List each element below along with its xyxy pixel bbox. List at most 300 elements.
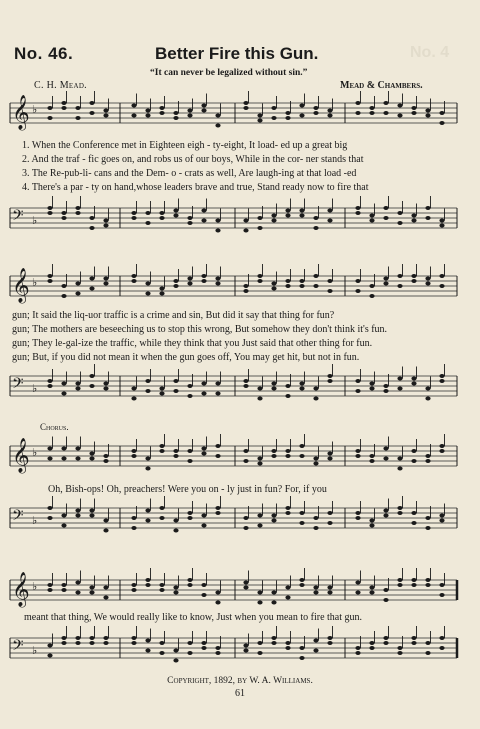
note-head [369, 294, 374, 298]
note-head [215, 646, 220, 650]
treble-clef-icon: 𝄞 [12, 438, 30, 473]
note-head [187, 282, 192, 286]
bass-clef-icon: 𝄢 [12, 207, 24, 228]
note-head [131, 387, 136, 391]
note-head [439, 514, 444, 518]
note-head [369, 387, 374, 391]
note-head [383, 641, 388, 645]
note-head [425, 526, 430, 530]
note-head [145, 109, 150, 113]
hymn-number: No. 46. [14, 44, 74, 63]
note-head [439, 593, 444, 597]
note-head [313, 226, 318, 230]
note-head [383, 588, 388, 592]
note-head [271, 449, 276, 453]
note-head [313, 516, 318, 520]
note-head [159, 111, 164, 115]
bass-clef-icon: 𝄢 [12, 375, 24, 396]
note-head [271, 282, 276, 286]
note-head [131, 454, 136, 458]
note-head [201, 104, 206, 108]
note-head [215, 392, 220, 396]
note-head [103, 224, 108, 228]
note-head [411, 274, 416, 278]
note-head [327, 586, 332, 590]
note-head [355, 111, 360, 115]
note-head [285, 116, 290, 120]
note-head [187, 277, 192, 281]
note-head [61, 583, 66, 587]
note-head [327, 641, 332, 645]
note-head [47, 106, 52, 110]
note-head [439, 219, 444, 223]
note-head [131, 449, 136, 453]
note-head [397, 114, 402, 118]
bass-clef-icon: 𝄢 [12, 637, 24, 658]
note-head [257, 397, 262, 401]
note-head [47, 206, 52, 210]
note-head [425, 583, 430, 587]
note-head [61, 294, 66, 298]
note-head [159, 387, 164, 391]
note-head [215, 282, 220, 286]
note-head [257, 274, 262, 278]
note-head [397, 506, 402, 510]
note-head [327, 636, 332, 640]
note-head [369, 214, 374, 218]
note-head [187, 459, 192, 463]
flat-sign-icon: ♭ [32, 214, 38, 227]
note-head [299, 521, 304, 525]
note-head [425, 651, 430, 655]
note-head [257, 591, 262, 595]
note-head [243, 581, 248, 585]
page-number: 61 [235, 688, 245, 699]
note-head [201, 593, 206, 597]
note-head [243, 526, 248, 530]
note-head [187, 516, 192, 520]
note-head [397, 387, 402, 391]
note-head [271, 514, 276, 518]
note-head [369, 646, 374, 650]
note-head [173, 454, 178, 458]
note-head [299, 284, 304, 288]
note-head [425, 641, 430, 645]
note-head [159, 216, 164, 220]
note-head [439, 111, 444, 115]
verse-1-line: 1. When the Conference met in Eighteen eigh - ty-eight, It load- ed up a great big [22, 140, 348, 151]
note-head [299, 646, 304, 650]
note-head [439, 121, 444, 125]
note-head [369, 524, 374, 528]
note-head [397, 511, 402, 515]
note-head [271, 382, 276, 386]
note-head [159, 641, 164, 645]
note-head [61, 588, 66, 592]
note-head [355, 511, 360, 515]
hymn-title: Better Fire this Gun. [155, 44, 319, 63]
note-head [327, 521, 332, 525]
note-head [383, 282, 388, 286]
note-head [355, 454, 360, 458]
note-head [131, 583, 136, 587]
note-head [131, 588, 136, 592]
note-head [439, 636, 444, 640]
note-head [257, 114, 262, 118]
note-head [187, 384, 192, 388]
note-head [173, 529, 178, 533]
note-head [313, 639, 318, 643]
note-head [271, 591, 276, 595]
note-head [173, 279, 178, 283]
note-head [313, 649, 318, 653]
note-head [327, 209, 332, 213]
note-head [411, 106, 416, 110]
treble-clef-icon: 𝄞 [12, 268, 30, 303]
note-head [173, 111, 178, 115]
note-head [411, 382, 416, 386]
verse-3-line: 3. The Re-pub-li- cans and the Dem- o - crats as well, Are laugh-ing at that load -ed [22, 168, 357, 179]
note-head [355, 516, 360, 520]
note-head [173, 519, 178, 523]
note-head [327, 457, 332, 461]
note-head [103, 529, 108, 533]
note-head [383, 101, 388, 105]
note-head [215, 506, 220, 510]
note-head [299, 114, 304, 118]
note-head [369, 106, 374, 110]
note-head [103, 586, 108, 590]
flat-sign-icon: ♭ [32, 446, 38, 459]
note-head [411, 521, 416, 525]
note-head [173, 649, 178, 653]
copyright-notice: Copyright, 1892, by W. A. Williams. [167, 676, 313, 686]
note-head [145, 578, 150, 582]
note-head [131, 516, 136, 520]
note-head [75, 387, 80, 391]
flat-sign-icon: ♭ [32, 644, 38, 657]
note-head [285, 506, 290, 510]
note-head [145, 457, 150, 461]
note-head [369, 111, 374, 115]
note-head [201, 524, 206, 528]
note-head [327, 379, 332, 383]
note-head [75, 211, 80, 215]
note-head [47, 116, 52, 120]
note-head [355, 646, 360, 650]
note-head [131, 211, 136, 215]
note-head [89, 287, 94, 291]
note-head [383, 206, 388, 210]
note-head [285, 596, 290, 600]
system-1-treble-staff [0, 95, 480, 135]
note-head [383, 457, 388, 461]
note-head [383, 216, 388, 220]
note-head [215, 229, 220, 233]
note-head [89, 374, 94, 378]
note-head [173, 379, 178, 383]
system-2-lyric-4: gun; But, if you did not mean it when the gun goes off, You may get hit, but not in fun. [12, 352, 360, 363]
note-head [215, 219, 220, 223]
note-head [243, 289, 248, 293]
note-head [61, 392, 66, 396]
note-head [75, 106, 80, 110]
note-head [103, 596, 108, 600]
chorus-lyric-line-1: Oh, Bish-ops! Oh, preachers! Were you on - ly just in fun? For, if you [48, 484, 327, 495]
note-head [285, 511, 290, 515]
note-head [369, 459, 374, 463]
note-head [47, 211, 52, 215]
note-head [173, 284, 178, 288]
note-head [47, 583, 52, 587]
note-head [313, 586, 318, 590]
note-head [313, 591, 318, 595]
note-head [425, 114, 430, 118]
note-head [75, 641, 80, 645]
note-head [201, 583, 206, 587]
note-head [425, 109, 430, 113]
note-head [47, 654, 52, 658]
note-head [439, 583, 444, 587]
note-head [397, 646, 402, 650]
note-head [47, 644, 52, 648]
note-head [327, 219, 332, 223]
system-4-bass-staff [0, 630, 480, 670]
note-head [61, 106, 66, 110]
note-head [145, 649, 150, 653]
note-head [75, 116, 80, 120]
note-head [103, 636, 108, 640]
note-head [215, 124, 220, 128]
note-head [201, 392, 206, 396]
note-head [131, 216, 136, 220]
note-head [145, 221, 150, 225]
note-head [131, 641, 136, 645]
treble-clef-icon: 𝄞 [12, 572, 30, 607]
note-head [355, 581, 360, 585]
note-head [299, 104, 304, 108]
note-head [285, 586, 290, 590]
note-head [243, 106, 248, 110]
note-head [439, 284, 444, 288]
note-head [201, 646, 206, 650]
note-head [103, 219, 108, 223]
note-head [383, 277, 388, 281]
note-head [411, 459, 416, 463]
note-head [327, 511, 332, 515]
note-head [47, 516, 52, 520]
note-head [131, 636, 136, 640]
note-head [285, 111, 290, 115]
note-head [257, 216, 262, 220]
note-head [145, 583, 150, 587]
note-head [411, 214, 416, 218]
note-head [201, 452, 206, 456]
note-head [187, 578, 192, 582]
note-head [131, 279, 136, 283]
system-1-bass-staff [0, 200, 480, 240]
note-head [145, 379, 150, 383]
note-head [47, 379, 52, 383]
note-head [285, 284, 290, 288]
note-head [299, 209, 304, 213]
note-head [355, 389, 360, 393]
note-head [173, 116, 178, 120]
note-head [271, 106, 276, 110]
note-head [75, 514, 80, 518]
note-head [327, 452, 332, 456]
note-head [299, 444, 304, 448]
note-head [173, 449, 178, 453]
note-head [313, 106, 318, 110]
note-head [313, 284, 318, 288]
flat-sign-icon: ♭ [32, 514, 38, 527]
note-head [89, 636, 94, 640]
note-head [89, 509, 94, 513]
note-head [75, 292, 80, 296]
note-head [271, 116, 276, 120]
note-head [201, 641, 206, 645]
note-head [243, 284, 248, 288]
note-head [75, 282, 80, 286]
note-head [215, 601, 220, 605]
note-head [369, 591, 374, 595]
treble-clef-icon: 𝄞 [12, 95, 30, 130]
note-head [159, 588, 164, 592]
note-head [89, 226, 94, 230]
note-head [61, 514, 66, 518]
note-head [159, 444, 164, 448]
note-head [313, 111, 318, 115]
note-head [411, 641, 416, 645]
note-head [369, 219, 374, 223]
note-head [145, 114, 150, 118]
note-head [201, 109, 206, 113]
note-head [439, 519, 444, 523]
note-head [439, 646, 444, 650]
note-head [173, 591, 178, 595]
note-head [271, 601, 276, 605]
note-head [397, 651, 402, 655]
note-head [327, 289, 332, 293]
note-head [411, 377, 416, 381]
note-head [411, 111, 416, 115]
note-head [89, 101, 94, 105]
note-head [159, 392, 164, 396]
note-head [243, 219, 248, 223]
note-head [313, 216, 318, 220]
note-head [355, 289, 360, 293]
note-head [47, 384, 52, 388]
note-head [397, 211, 402, 215]
system-3-bass-staff [0, 500, 480, 540]
note-head [327, 109, 332, 113]
note-head [425, 578, 430, 582]
note-head [75, 447, 80, 451]
note-head [369, 519, 374, 523]
note-head [285, 384, 290, 388]
note-head [103, 454, 108, 458]
note-head [257, 641, 262, 645]
system-3-treble-staff [0, 438, 480, 478]
composer-credit: C. H. Mead. [34, 80, 87, 91]
note-head [355, 206, 360, 210]
note-head [369, 586, 374, 590]
note-head [243, 379, 248, 383]
note-head [383, 384, 388, 388]
note-head [285, 279, 290, 283]
note-head [103, 382, 108, 386]
note-head [145, 519, 150, 523]
note-head [159, 651, 164, 655]
note-head [369, 641, 374, 645]
note-head [257, 514, 262, 518]
flat-sign-icon: ♭ [32, 276, 38, 289]
note-head [75, 457, 80, 461]
note-head [383, 509, 388, 513]
note-head [285, 394, 290, 398]
note-head [313, 387, 318, 391]
note-head [439, 274, 444, 278]
note-head [75, 581, 80, 585]
note-head [159, 583, 164, 587]
note-head [145, 389, 150, 393]
note-head [271, 641, 276, 645]
system-4-treble-staff [0, 572, 480, 612]
note-head [327, 114, 332, 118]
note-head [89, 452, 94, 456]
note-head [285, 214, 290, 218]
note-head [299, 511, 304, 515]
note-head [243, 459, 248, 463]
note-head [313, 274, 318, 278]
flat-sign-icon: ♭ [32, 580, 38, 593]
note-head [257, 651, 262, 655]
note-head [243, 449, 248, 453]
note-head [439, 224, 444, 228]
note-head [243, 384, 248, 388]
verse-2-line: 2. And the traf - fic goes on, and robs us of our boys, While in the cor- ner stands that [22, 154, 364, 165]
note-head [299, 454, 304, 458]
note-head [439, 379, 444, 383]
note-head [355, 449, 360, 453]
note-head [397, 583, 402, 587]
note-head [271, 519, 276, 523]
system-2-bass-staff [0, 368, 480, 408]
note-head [411, 583, 416, 587]
note-head [327, 374, 332, 378]
note-head [61, 211, 66, 215]
note-head [313, 457, 318, 461]
note-head [187, 394, 192, 398]
note-head [201, 219, 206, 223]
note-head [145, 211, 150, 215]
note-head [383, 111, 388, 115]
author-credit: Mead & Chambers. [340, 80, 423, 91]
note-head [425, 516, 430, 520]
note-head [271, 214, 276, 218]
note-head [439, 374, 444, 378]
note-head [425, 216, 430, 220]
chorus-lyric-line-2: meant that thing, We would really like to know, Just when you mean to fire that gun. [24, 612, 363, 623]
note-head [89, 457, 94, 461]
note-head [215, 591, 220, 595]
note-head [187, 583, 192, 587]
note-head [201, 382, 206, 386]
note-head [187, 511, 192, 515]
note-head [257, 462, 262, 466]
note-head [61, 284, 66, 288]
